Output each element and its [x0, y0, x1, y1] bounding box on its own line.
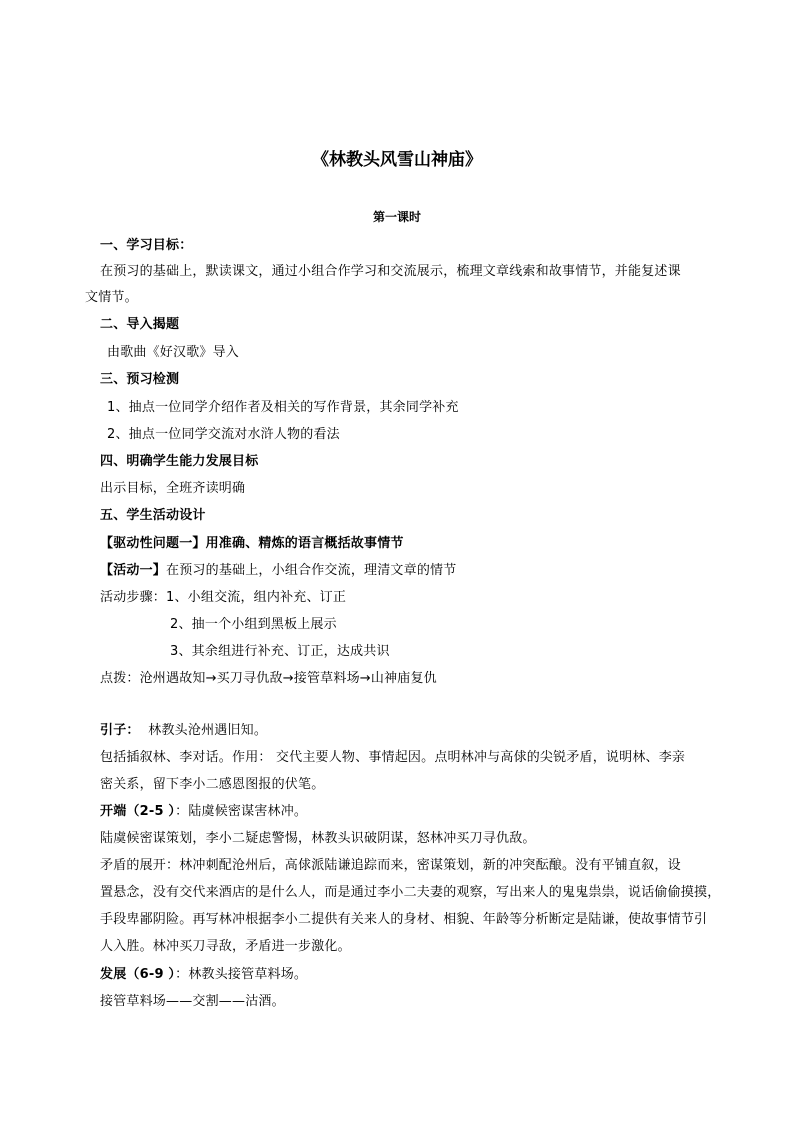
opening-paragraph-2-line3: 手段卑鄙阴险。再写林冲根据李小二提供有关来人的身材、相貌、年龄等分析断定是陆谦，使故事情节引	[100, 912, 708, 927]
development-paragraph: 接管草料场——交割——沽酒。	[100, 994, 285, 1009]
step-1: 1、小组交流，组内补充、订正	[166, 590, 347, 605]
development-part-label: 发展（6-9 ）	[100, 967, 176, 982]
preview-item-1: 1、抽点一位同学介绍作者及相关的写作背景，其余同学补充	[107, 400, 459, 415]
opening-paragraph-2-line4: 人入胜。林冲买刀寻敌，矛盾进一步激化。	[100, 939, 351, 954]
activity-line	[100, 562, 456, 580]
opening-part-line	[100, 803, 307, 821]
intro-paragraph-line1: 包括插叙林、李对话。作用： 交代主要人物、事情起因。点明林冲与高俅的尖锐矛盾，说明林、李亲	[100, 750, 686, 765]
lesson-subtitle: 第一课时	[372, 210, 421, 224]
activity-text: 在预习的基础上，小组合作交流，理清文章的情节	[166, 563, 457, 578]
goals-text-line2: 文情节。	[85, 290, 138, 305]
intro-part-line	[100, 722, 267, 740]
development-part-text: ：林教头接管草料场。	[175, 967, 308, 982]
section-heading-ability: 四、明确学生能力发展目标	[100, 454, 259, 469]
steps-line	[100, 589, 346, 607]
step-3: 3、其余组进行补充、订正，达成共识	[170, 644, 390, 659]
opening-paragraph-1: 陆虞候密谋策划，李小二疑虑警惕，林教头识破阴谋，怒林冲买刀寻仇敌。	[100, 831, 536, 846]
development-part-line	[100, 966, 307, 984]
section-heading-intro: 二、导入揭题	[100, 317, 180, 332]
steps-label: 活动步骤：	[100, 590, 167, 605]
preview-item-2: 2、抽点一位同学交流对水浒人物的看法	[107, 427, 340, 442]
document-title: 《林教头风雪山神庙》	[312, 150, 482, 170]
opening-part-text: ：陆虞候密谋害林冲。	[175, 804, 308, 819]
intro-part-text: 林教头沧州遇旧知。	[148, 723, 268, 738]
opening-part-label: 开端（2-5 ）	[100, 804, 176, 819]
goals-text-line1: 在预习的基础上，默读课文，通过小组合作学习和交流展示，梳理文章线索和故事情节，并能复述课	[100, 264, 681, 279]
intro-paragraph-line2: 密关系，留下李小二感恩图报的伏笔。	[100, 777, 325, 792]
intro-text: 由歌曲《好汉歌》导入	[107, 345, 240, 360]
driver-question: 【驱动性问题一】用准确、精炼的语言概括故事情节	[100, 536, 404, 551]
opening-paragraph-2-line2: 置悬念，没有交代来酒店的是什么人，而是通过李小二夫妻的观察，写出来人的鬼鬼祟祟，说话偷偷摸摸，	[100, 885, 721, 900]
section-heading-preview: 三、预习检测	[100, 372, 180, 387]
ability-text: 出示目标，全班齐读明确	[100, 481, 246, 496]
intro-part-label: 引子：	[100, 723, 140, 738]
step-2: 2、抽一个小组到黑板上展示	[170, 617, 337, 632]
opening-paragraph-2-line1: 矛盾的展开：林冲刺配沧州后，高俅派陆谦追踪而来，密谋策划，新的冲突酝酿。没有平铺直叙，设	[100, 858, 681, 873]
activity-label: 【活动一】	[100, 563, 167, 578]
tip-text: 点拨：沧州遇故知→买刀寻仇敌→接管草料场→山神庙复仇	[100, 671, 437, 686]
section-heading-goals: 一、学习目标：	[100, 238, 193, 253]
section-heading-activity: 五、学生活动设计	[100, 508, 206, 523]
